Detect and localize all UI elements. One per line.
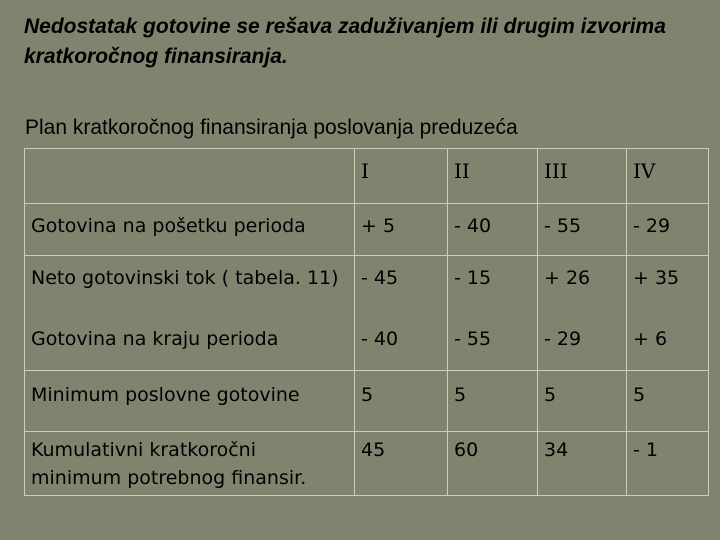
table-row bbox=[25, 321, 709, 371]
table-row bbox=[25, 204, 709, 256]
table-cell: - 29 bbox=[538, 321, 627, 371]
table-cell: 34 bbox=[538, 432, 627, 496]
table-cell: - 29 bbox=[627, 204, 709, 256]
table-cell: + 6 bbox=[627, 321, 709, 371]
header-corner-cell bbox=[25, 149, 355, 204]
table-row bbox=[25, 256, 709, 322]
row-label: Gotovina na pošetku perioda bbox=[25, 204, 355, 256]
table-cell: - 15 bbox=[448, 256, 538, 322]
table-cell: - 55 bbox=[448, 321, 538, 371]
table-cell: + 5 bbox=[355, 204, 448, 256]
slide-heading: Nedostatak gotovine se rešava zaduživanjem ili drugim izvorima kratkoročnog finansiranja. bbox=[24, 15, 666, 68]
table-cell: 45 bbox=[355, 432, 448, 496]
table-row bbox=[25, 371, 709, 432]
column-header-4: IV bbox=[627, 149, 709, 204]
row-label: Neto gotovinski tok ( tabela. 11) bbox=[25, 256, 355, 322]
table-cell: 5 bbox=[448, 371, 538, 432]
table-cell: + 26 bbox=[538, 256, 627, 322]
table-header-row bbox=[25, 149, 709, 204]
row-label: Gotovina na kraju perioda bbox=[25, 321, 355, 371]
column-header-2: II bbox=[448, 149, 538, 204]
table-cell: 5 bbox=[538, 371, 627, 432]
table-caption: Plan kratkoročnog finansiranja poslovanja preduzeća bbox=[25, 116, 518, 139]
row-label: Kumulativni kratkoročni minimum potrebnog finansir. bbox=[25, 432, 355, 496]
table-cell: - 1 bbox=[627, 432, 709, 496]
column-header-3: III bbox=[538, 149, 627, 204]
table-cell: + 35 bbox=[627, 256, 709, 322]
column-header-1: I bbox=[355, 149, 448, 204]
table-cell: 60 bbox=[448, 432, 538, 496]
table-cell: - 40 bbox=[448, 204, 538, 256]
table-cell: - 40 bbox=[355, 321, 448, 371]
table-cell: 5 bbox=[355, 371, 448, 432]
table-cell: - 55 bbox=[538, 204, 627, 256]
table-cell: - 45 bbox=[355, 256, 448, 322]
table-cell: 5 bbox=[627, 371, 709, 432]
table-row bbox=[25, 432, 709, 496]
financing-plan-table bbox=[24, 148, 709, 496]
row-label: Minimum poslovne gotovine bbox=[25, 371, 355, 432]
